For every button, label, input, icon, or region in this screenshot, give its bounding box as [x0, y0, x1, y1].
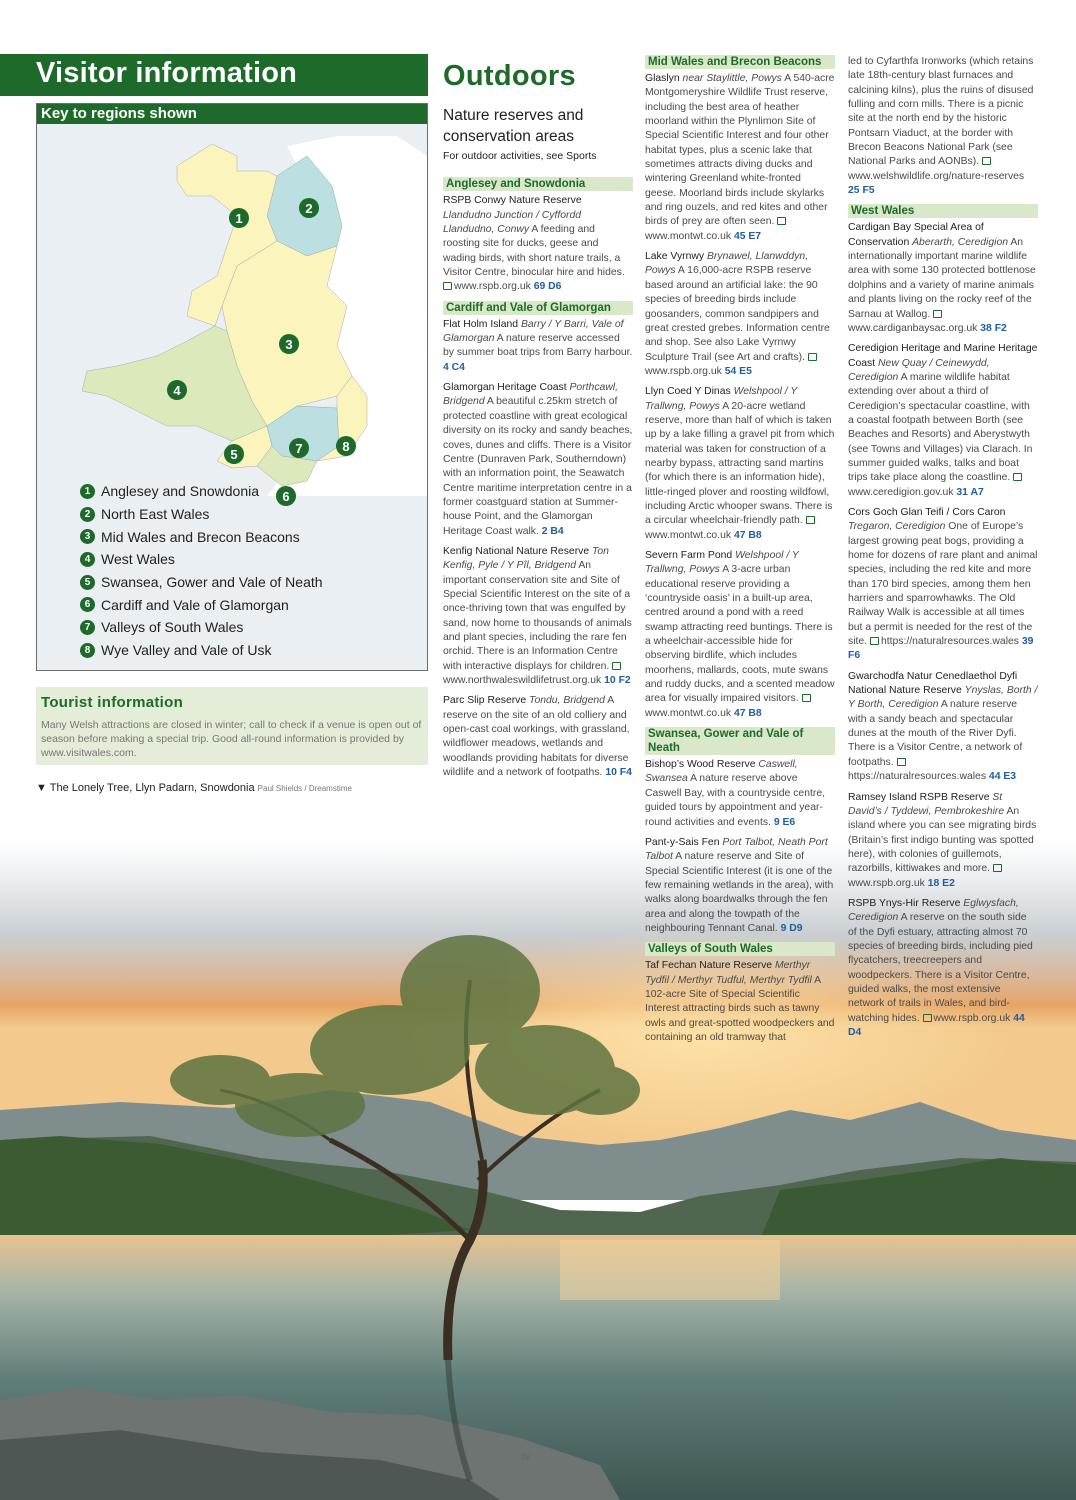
tourist-information-box [36, 687, 428, 765]
map-marker-4 [167, 380, 187, 400]
reserve-description: One of Europe’s largest growing peat bogs, providing a home for dozens of rare plant and animal species, including the red kite and more than 170 bird species, among them hen harriers and sparrowhawks. The Old Railway Walk is accessible at all times but a permit is needed for the rest of the site. [848, 521, 1038, 648]
legend-item [80, 593, 323, 616]
reserve-location: Brynawel, Llanwddyn, Powys [645, 251, 809, 277]
legend-label: Mid Wales and Brecon Beacons [101, 528, 300, 545]
reserve-location: Ynyslas, Borth / Y Borth, Ceredigion [848, 685, 1038, 711]
computer-icon [993, 864, 1002, 872]
reserve-entry [848, 791, 1038, 891]
website-link[interactable]: www.northwaleswildlifetrust.org.uk [443, 675, 602, 686]
reserve-description: An internationally important marine wildlife area with some 130 protected bottlenose dolphins and a variety of marine animals and plants living on the rocky reef of the Sarnau at Wallog. [848, 236, 1036, 320]
map-grid-reference: 2 B4 [541, 525, 564, 537]
region-heading: Anglesey and Snowdonia [443, 177, 633, 191]
reserve-description: A nature reserve with a sandy beach and spectacular dunes at the mouth of the River Dyfi. There is a Visitor Centre, a network of footpaths. [848, 699, 1023, 768]
reserve-description: A nature reserve and Site of Special Scientific Interest (it is one of the few remaining wetlands in the area), with walks along boardwalks through the fen area and along the towpath of the neighbouring Tennant Canal. [645, 851, 834, 934]
reserve-entry [848, 55, 1038, 198]
reserve-name: Kenfig National Nature Reserve [443, 545, 590, 557]
svg-text:5: 5 [230, 447, 238, 462]
reserve-name: Glaslyn [645, 73, 680, 84]
website-link[interactable]: https://naturalresources.wales [880, 636, 1019, 648]
reserve-entry [645, 836, 835, 936]
website-link[interactable]: https://naturalresources.wales [848, 771, 987, 783]
computer-icon [806, 516, 815, 524]
reserve-entry [645, 250, 835, 379]
reserve-entry [848, 506, 1038, 664]
reserve-description: An island where you can see migrating birds (Britain’s first indigo bunting was spotted here), with colonies of guillemots, razorbills, kittiwakes and more. [848, 805, 1037, 875]
legend-item [80, 503, 323, 526]
reserve-entry [645, 959, 835, 1045]
computer-icon [923, 1014, 932, 1022]
photo-caption [36, 782, 352, 794]
reserve-entry [443, 694, 633, 780]
svg-text:8: 8 [342, 439, 350, 454]
reserve-entry [645, 758, 835, 830]
legend-label: West Wales [101, 551, 175, 568]
map-marker-7 [289, 438, 309, 458]
reserve-description: A 3-acre urban educational reserve providing a ‘countryside oasis’ in a built-up area, centred around a pond with a reed swamp attracting reed buntings. There is a wheelchair-accessible hide for observing birdlife, which includes moorhens, mallards, coots, mute swans and ruddy ducks, and a scented meadow area for visually impaired visitors. [645, 564, 835, 705]
reserve-description: A marine wildlife habitat extending over about a third of Ceredigion’s spectacular coastline, with a coastal footpath between Borth (see Beaches and Resorts) and Aberystwyth (see Towns and Villages) via Clarach. In summer guided walks, talks and boat trips take place along the coastline. [848, 371, 1033, 484]
computer-icon [897, 758, 906, 766]
caption-text: The Lonely Tree, Llyn Padarn, Snowdonia [49, 782, 255, 794]
computer-icon [802, 694, 811, 702]
legend-item [80, 480, 323, 503]
svg-text:7: 7 [295, 441, 303, 456]
computer-icon [982, 157, 991, 165]
map-grid-reference: 9 E6 [773, 816, 796, 828]
computer-icon [808, 353, 817, 361]
reserve-name: Llyn Coed Y Dinas [645, 386, 731, 398]
reserve-location: New Quay / Ceinewydd, Ceredigion [848, 357, 990, 383]
website-link[interactable]: www.rspb.org.uk [645, 365, 722, 377]
reserve-entry [443, 545, 633, 688]
map-grid-reference: 31 A7 [956, 486, 984, 498]
outdoors-heading: Outdoors [443, 60, 576, 92]
column-3-entries [848, 55, 1038, 1040]
svg-text:4: 4 [173, 383, 181, 398]
legend-item [80, 571, 323, 594]
reserve-description: A reserve on the site of an old colliery and open-cast coal workings, with grassland, wildflower meadows, wetlands and woodlands providing habitats for diverse wildlife and a network of footpaths. [443, 695, 630, 779]
map-marker-2 [299, 198, 319, 218]
region-heading: West Wales [848, 204, 1038, 218]
tourist-information-title: Tourist information [41, 694, 184, 711]
reserve-entry [443, 318, 633, 375]
computer-icon [933, 310, 942, 318]
reserve-entry [645, 72, 835, 244]
reserve-entry [645, 385, 835, 543]
page-number: IV [522, 1452, 531, 1462]
map-grid-reference: 47 B8 [733, 707, 762, 719]
svg-text:2: 2 [305, 201, 313, 216]
legend-label: North East Wales [101, 506, 210, 523]
legend-label: Cardiff and Vale of Glamorgan [101, 596, 289, 613]
map-grid-reference: 10 F4 [605, 767, 632, 779]
reserve-name: RSPB Conwy Nature Reserve [443, 195, 582, 207]
reserve-description: A 102-acre Site of Special Scientific Interest attracting birds such as tawny owls and great-spotted woodpeckers and containing an old tramway that [645, 974, 835, 1043]
map-marker-3 [279, 334, 299, 354]
map-marker-1 [229, 208, 249, 228]
reserve-entry [443, 194, 633, 294]
reserve-name: Lake Vyrnwy [645, 251, 705, 263]
map-grid-reference: 38 F2 [980, 322, 1007, 334]
region-key-title: Key to regions shown [41, 105, 197, 122]
map-grid-reference: 44 E3 [988, 771, 1017, 783]
reserve-description: A reserve on the south side of the Dyfi estuary, attracting almost 70 species of breeding birds, including pied flycatchers, treecreepers and woodpeckers. There is a Visitor Centre, guided walks, the most extensive network of trails in Wales, and bird-watching hides. [848, 912, 1033, 1024]
legend-label: Swansea, Gower and Vale of Neath [101, 574, 323, 591]
website-link[interactable]: www.montwt.co.uk [645, 707, 732, 719]
website-link[interactable]: www.rspb.org.uk [454, 281, 531, 293]
reserve-name: Glamorgan Heritage Coast [443, 382, 567, 394]
computer-icon [777, 217, 786, 225]
reserve-description: A 16,000-acre RSPB reserve based around an artificial lake: the 90 species of breeding birds include goosanders, common sandpipers and great crested grebes. Information centre and shop. See also Lake Vyrnwy Sculpture Trail (see Art and crafts). [645, 265, 830, 363]
reserve-location: Merthyr Tydfil / Merthyr Tudful, Merthyr Tydfil [645, 960, 812, 986]
legend-number: 7 [80, 620, 95, 635]
computer-icon [1013, 473, 1022, 481]
region-heading: Mid Wales and Brecon Beacons [645, 55, 835, 69]
website-link[interactable]: www.rspb.org.uk [933, 1012, 1011, 1024]
reserve-location: near Staylittle, Powys [682, 73, 782, 84]
legend-item [80, 525, 323, 548]
outdoors-column-3 [848, 55, 1038, 1046]
legend-number: 2 [80, 507, 95, 522]
outdoors-column-1 [443, 55, 633, 786]
reserve-name: Flat Holm Island [443, 318, 519, 330]
reserve-location: Porthcawl, Bridgend [443, 382, 618, 408]
legend-label: Wye Valley and Vale of Usk [101, 642, 272, 659]
column-1-entries [443, 177, 633, 780]
reserve-description: A 20-acre wetland reserve, more than half of which is taken up by a lake filling a gravel pit from which material was taken for construction of a nearby bypass, attracting sand martins (for which there is an information hide), little-ringed plover and roosting wildfowl, including Arctic whooper swans. There is a circular wheelchair-friendly path. [645, 400, 835, 527]
region-key-box [36, 103, 428, 671]
reserve-description: An important conservation site and Site of Special Scientific Interest on the site of a once-thriving town that was engulfed by sand, now home to thousands of animals and plant species, including the rare fen orchid. There is an Information Centre with interactive displays for children. [443, 560, 632, 672]
website-link[interactable]: www.montwt.co.uk [645, 529, 732, 541]
reserve-location: Tondu, Bridgend [529, 695, 605, 707]
reserve-entry [848, 221, 1038, 336]
reserve-name: Cors Goch Glan Teifi / Cors Caron [848, 506, 1006, 518]
region-heading: Swansea, Gower and Vale of Neath [645, 727, 835, 755]
reserve-name: Severn Farm Pond [645, 550, 733, 561]
reserve-name: Ceredigion Heritage and Marine Heritage Coast [848, 343, 1038, 369]
legend-number: 6 [80, 597, 95, 612]
map-grid-reference: 25 F5 [848, 185, 875, 197]
legend-item [80, 639, 323, 662]
map-grid-reference: 39 F6 [848, 636, 1034, 662]
tourist-information-text: Many Welsh attractions are closed in winter; call to check if a venue is open out of season before making a special trip. Good all-round information is provided by www.visitwales.com. [41, 719, 422, 759]
reserve-description: A 540-acre Montgomeryshire Wildlife Trust reserve, including the best area of heather moorland within the Plynlimon Site of Special Scientific Interest and four other habitat types, plus a scenic lake that sometimes attracts diving ducks and wintering Greenland white-fronted geese. Moorland birds include skylarks and ring ouzels, and red kites and other birds of prey are often seen. [645, 73, 835, 228]
computer-icon [612, 662, 621, 670]
reserve-description: A nature reserve accessed by summer boat trips from Barry harbour. [443, 333, 633, 359]
photo-credit: Paul Shields / Dreamstime [257, 784, 352, 793]
section-subheading: Nature reserves and conservation areas [443, 107, 584, 145]
reserve-entry [848, 342, 1038, 500]
reserve-location: Welshpool / Y Trallwng, Powys [645, 550, 799, 576]
reserve-location: Ton Kenfig, Pyle / Y Pîl, Bridgend [443, 545, 609, 572]
reserve-name: Pant-y-Sais Fen [645, 836, 720, 848]
map-grid-reference: 47 B8 [733, 529, 762, 541]
region-heading: Cardiff and Vale of Glamorgan [443, 301, 633, 315]
region-heading: Valleys of South Wales [645, 942, 835, 956]
map-grid-reference: 44 D4 [848, 1012, 1025, 1038]
reserve-location: Aberarth, Ceredigion [912, 236, 1009, 248]
website-link[interactable]: www.ceredigion.gov.uk [848, 486, 954, 498]
reserve-name: Parc Slip Reserve [443, 695, 527, 707]
map-grid-reference: 10 F2 [604, 675, 631, 686]
reserve-description: A nature reserve above Caswell Bay, with a countryside centre, guided tours by appointment and year-round activities and events. [645, 773, 825, 828]
reserve-entry [443, 381, 633, 539]
reserve-name: Bishop’s Wood Reserve [645, 759, 756, 771]
visitor-information-banner [0, 54, 428, 96]
legend-item [80, 548, 323, 571]
computer-icon [870, 637, 879, 645]
reserve-location: Tregaron, Ceredigion [848, 521, 946, 533]
page-title: Visitor information [36, 57, 298, 89]
map-grid-reference: 54 E5 [724, 365, 752, 377]
reserve-name: RSPB Ynys-Hir Reserve [848, 897, 961, 909]
reserve-location: Llandudno Junction / Cyffordd Llandudno, Conwy [443, 209, 582, 236]
svg-text:6: 6 [282, 489, 290, 504]
computer-icon [443, 282, 452, 290]
column-2-entries [645, 55, 835, 1045]
reserve-description: A beautiful c.25km stretch of protected coastline with great ecological diversity on its rocky and sandy beaches, coves, dunes and cliffs. There is a Visitor Centre (Dunraven Park, Southerndown) with an information point, the Seawatch Centre maritime interpretation centre in a former coastguard station at Summer-house Point, and the Glamorgan Heritage Coast walk. [443, 396, 633, 537]
reserve-location: Eglwysfach, Ceredigion [848, 897, 1019, 924]
map-grid-reference: 4 C4 [443, 361, 465, 373]
wales-region-map [37, 126, 427, 504]
map-marker-5 [224, 444, 244, 464]
reserve-entry [848, 897, 1038, 1040]
legend-number: 3 [80, 529, 95, 544]
legend-number: 1 [80, 484, 95, 499]
section-note: For outdoor activities, see Sports [443, 150, 597, 162]
reserve-location: Barry / Y Barri, Vale of Glamorgan [443, 318, 624, 345]
svg-text:3: 3 [285, 337, 293, 352]
legend-item [80, 616, 323, 639]
legend-label: Anglesey and Snowdonia [101, 483, 260, 500]
reserve-entry [848, 670, 1038, 785]
reserve-name: Ramsey Island RSPB Reserve [848, 791, 990, 803]
outdoors-column-2 [645, 55, 835, 1051]
reserve-name: Cardigan Bay Special Area of Conservation [848, 222, 984, 248]
reserve-location: St David’s / Tyddewi, Pembrokeshire [848, 791, 1005, 817]
reserve-entry [645, 549, 835, 721]
reserve-location: Caswell, Swansea [645, 759, 798, 785]
region-key-header [37, 104, 427, 124]
reserve-description: led to Cyfarthfa Ironworks (which retains late 18th-century blast furnaces and calcining kilns), plus the ruins of disused fulling and corn mills. There is a picnic site at the north end by the historic Pontsarn Viaduct, at the border with Brecon Beacons National Park (see National Parks and AONBs). [848, 56, 1034, 168]
svg-text:1: 1 [235, 211, 243, 226]
legend-label: Valleys of South Wales [101, 619, 244, 636]
map-grid-reference: 45 E7 [733, 230, 762, 242]
map-grid-reference: 18 E2 [927, 877, 955, 889]
legend-number: 4 [80, 552, 95, 567]
caption-marker-icon: ▼ [36, 782, 47, 794]
region-legend [80, 480, 323, 662]
reserve-description: A feeding and roosting site for ducks, geese and wading birds, with short nature trails, a Visitor Centre, binocular hire and hides. [443, 224, 625, 279]
website-link[interactable]: www.cardiganbaysac.org.uk [848, 322, 978, 334]
map-grid-reference: 9 D9 [780, 922, 803, 934]
reserve-location: Port Talbot, Neath Port Talbot [645, 836, 828, 863]
website-link[interactable]: www.rspb.org.uk [848, 877, 925, 889]
website-link[interactable]: www.welshwildlife.org/nature-reserves [848, 170, 1025, 182]
legend-number: 8 [80, 643, 95, 658]
reserve-location: Welshpool / Y Trallwng, Powys [645, 386, 798, 412]
map-marker-8 [336, 436, 356, 456]
website-link[interactable]: www.montwt.co.uk [645, 230, 732, 242]
reserve-name: Gwarchodfa Natur Cenedlaethol Dyfi National Nature Reserve [848, 670, 1018, 697]
reserve-name: Taf Fechan Nature Reserve [645, 960, 773, 972]
legend-number: 5 [80, 575, 95, 590]
map-grid-reference: 69 D6 [533, 281, 562, 293]
